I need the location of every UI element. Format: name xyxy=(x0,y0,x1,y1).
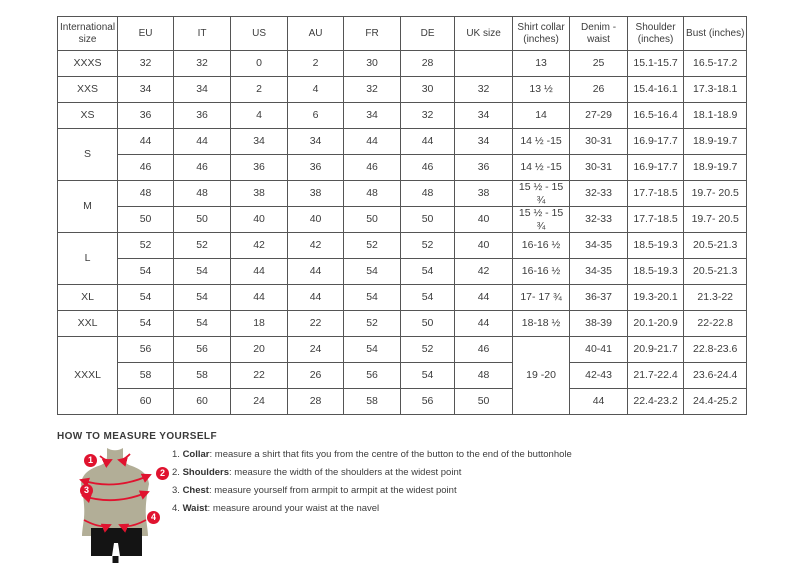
size-value-cell: 46 xyxy=(401,155,455,181)
table-row xyxy=(58,181,747,207)
column-header: Denim - waist xyxy=(570,17,628,51)
size-value-cell: 34 xyxy=(174,77,231,103)
size-value-cell: 34-35 xyxy=(570,233,628,259)
size-value-cell: 48 xyxy=(118,181,174,207)
size-value-cell: 18.9-19.7 xyxy=(684,129,747,155)
size-value-cell: 20.1-20.9 xyxy=(628,311,684,337)
size-value-cell: 22 xyxy=(231,363,288,389)
size-value-cell: 16-16 ½ xyxy=(513,259,570,285)
column-header: DE xyxy=(401,17,455,51)
step-term: Shoulders xyxy=(182,467,230,478)
size-value-cell: 2 xyxy=(231,77,288,103)
size-value-cell: 56 xyxy=(344,363,401,389)
size-value-cell: 52 xyxy=(344,311,401,337)
size-value-cell: 44 xyxy=(401,129,455,155)
measure-step xyxy=(172,482,572,500)
size-value-cell: 44 xyxy=(288,259,344,285)
size-value-cell: 18-18 ½ xyxy=(513,311,570,337)
size-value-cell: 15.4-16.1 xyxy=(628,77,684,103)
size-value-cell: 36-37 xyxy=(570,285,628,311)
size-value-cell: 15.1-15.7 xyxy=(628,51,684,77)
size-value-cell: 34 xyxy=(455,103,513,129)
size-value-cell: 18.9-19.7 xyxy=(684,155,747,181)
size-value-cell: 16.9-17.7 xyxy=(628,129,684,155)
size-value-cell: 20.9-21.7 xyxy=(628,337,684,363)
table-row xyxy=(58,77,747,103)
size-value-cell: 36 xyxy=(174,103,231,129)
size-value-cell: 54 xyxy=(118,259,174,285)
size-value-cell: 44 xyxy=(174,129,231,155)
size-value-cell: 40-41 xyxy=(570,337,628,363)
table-header-row xyxy=(58,17,747,51)
size-value-cell: 24.4-25.2 xyxy=(684,389,747,415)
measure-steps-list xyxy=(172,446,572,518)
size-value-cell: 50 xyxy=(401,311,455,337)
table-row xyxy=(58,207,747,233)
size-value-cell: 48 xyxy=(174,181,231,207)
size-value-cell: 46 xyxy=(344,155,401,181)
size-value-cell: 60 xyxy=(174,389,231,415)
table-row xyxy=(58,389,747,415)
size-value-cell: 38 xyxy=(288,181,344,207)
size-value-cell: 20 xyxy=(231,337,288,363)
size-value-cell: 6 xyxy=(288,103,344,129)
size-value-cell: 56 xyxy=(401,389,455,415)
size-value-cell: 32 xyxy=(401,103,455,129)
size-value-cell: 36 xyxy=(231,155,288,181)
table-row xyxy=(58,285,747,311)
size-value-cell: 44 xyxy=(344,129,401,155)
measure-step xyxy=(172,446,572,464)
size-value-cell: 26 xyxy=(570,77,628,103)
size-value-cell: 52 xyxy=(174,233,231,259)
size-value-cell: 58 xyxy=(118,363,174,389)
size-value-cell: 38 xyxy=(455,181,513,207)
measure-step xyxy=(172,464,572,482)
size-value-cell: 15 ½ - 15 ¾ xyxy=(513,181,570,207)
size-value-cell: 52 xyxy=(401,233,455,259)
size-value-cell: 25 xyxy=(570,51,628,77)
step-text: : measure a shirt that fits you from the centre of the button to the end of the buttonhole xyxy=(209,449,572,460)
size-value-cell: 20.5-21.3 xyxy=(684,259,747,285)
size-value-cell: 32 xyxy=(455,77,513,103)
column-header: Shoulder (inches) xyxy=(628,17,684,51)
size-value-cell: 22.4-23.2 xyxy=(628,389,684,415)
size-value-cell: 36 xyxy=(455,155,513,181)
size-value-cell: 36 xyxy=(118,103,174,129)
measure-step xyxy=(172,500,572,518)
step-number: 2. xyxy=(172,467,183,478)
size-value-cell: 44 xyxy=(455,285,513,311)
size-value-cell: 48 xyxy=(401,181,455,207)
size-value-cell: 60 xyxy=(118,389,174,415)
size-value-cell: 56 xyxy=(174,337,231,363)
size-value-cell: 36 xyxy=(288,155,344,181)
size-value-cell: 38-39 xyxy=(570,311,628,337)
size-value-cell: 52 xyxy=(401,337,455,363)
size-value-cell: 14 xyxy=(513,103,570,129)
size-value-cell: 16.5-17.2 xyxy=(684,51,747,77)
table-row xyxy=(58,233,747,259)
size-value-cell: 54 xyxy=(344,259,401,285)
size-value-cell: 44 xyxy=(231,259,288,285)
size-value-cell: 46 xyxy=(455,337,513,363)
size-value-cell: 34 xyxy=(231,129,288,155)
size-value-cell: 30-31 xyxy=(570,129,628,155)
size-value-cell: 19.7- 20.5 xyxy=(684,207,747,233)
size-label-cell: M xyxy=(58,181,118,233)
size-value-cell: 50 xyxy=(174,207,231,233)
size-value-cell: 48 xyxy=(455,363,513,389)
size-value-cell: 46 xyxy=(118,155,174,181)
column-header: EU xyxy=(118,17,174,51)
size-value-cell: 44 xyxy=(570,389,628,415)
shorts-shape xyxy=(91,528,142,556)
column-header: UK size xyxy=(455,17,513,51)
size-value-cell: 26 xyxy=(288,363,344,389)
size-value-cell: 54 xyxy=(174,285,231,311)
size-value-cell: 58 xyxy=(174,363,231,389)
size-value-cell: 34 xyxy=(455,129,513,155)
size-label-cell: S xyxy=(58,129,118,181)
table-row xyxy=(58,311,747,337)
size-value-cell: 17.3-18.1 xyxy=(684,77,747,103)
table-row xyxy=(58,259,747,285)
size-value-cell: 19 -20 xyxy=(513,337,570,415)
size-value-cell: 50 xyxy=(401,207,455,233)
size-value-cell: 28 xyxy=(288,389,344,415)
step-text: : measure the width of the shoulders at the widest point xyxy=(229,467,462,478)
size-value-cell: 40 xyxy=(231,207,288,233)
table-row xyxy=(58,103,747,129)
size-value-cell: 32-33 xyxy=(570,207,628,233)
size-chart-table xyxy=(57,16,747,415)
size-value-cell: 54 xyxy=(118,311,174,337)
size-value-cell: 40 xyxy=(455,233,513,259)
table-row xyxy=(58,155,747,181)
table-row xyxy=(58,129,747,155)
size-value-cell: 24 xyxy=(288,337,344,363)
size-value-cell: 42 xyxy=(231,233,288,259)
size-label-cell: XS xyxy=(58,103,118,129)
step-text: : measure yourself from armpit to armpit at the widest point xyxy=(208,485,457,496)
size-value-cell: 16-16 ½ xyxy=(513,233,570,259)
size-value-cell: 16.9-17.7 xyxy=(628,155,684,181)
size-value-cell: 22 xyxy=(288,311,344,337)
size-value-cell: 54 xyxy=(401,285,455,311)
size-value-cell: 32 xyxy=(118,51,174,77)
size-value-cell: 4 xyxy=(231,103,288,129)
size-value-cell: 2 xyxy=(288,51,344,77)
column-header: AU xyxy=(288,17,344,51)
size-value-cell: 14 ½ -15 xyxy=(513,155,570,181)
step-term: Chest xyxy=(182,485,209,496)
column-header: US xyxy=(231,17,288,51)
size-value-cell: 56 xyxy=(118,337,174,363)
size-value-cell: 34-35 xyxy=(570,259,628,285)
size-value-cell: 54 xyxy=(344,285,401,311)
size-value-cell: 44 xyxy=(455,311,513,337)
size-value-cell: 34 xyxy=(288,129,344,155)
size-value-cell: 13 xyxy=(513,51,570,77)
size-value-cell: 21.7-22.4 xyxy=(628,363,684,389)
size-value-cell: 18.5-19.3 xyxy=(628,233,684,259)
size-value-cell: 24 xyxy=(231,389,288,415)
column-header: Bust (inches) xyxy=(684,17,747,51)
size-value-cell: 14 ½ -15 xyxy=(513,129,570,155)
size-value-cell: 50 xyxy=(344,207,401,233)
size-value-cell: 30-31 xyxy=(570,155,628,181)
size-value-cell: 40 xyxy=(288,207,344,233)
size-label-cell: XL xyxy=(58,285,118,311)
size-value-cell: 54 xyxy=(344,337,401,363)
size-value-cell: 23.6-24.4 xyxy=(684,363,747,389)
size-value-cell: 18.1-18.9 xyxy=(684,103,747,129)
size-value-cell: 17.7-18.5 xyxy=(628,207,684,233)
size-value-cell: 17.7-18.5 xyxy=(628,181,684,207)
size-value-cell: 22.8-23.6 xyxy=(684,337,747,363)
size-value-cell: 18 xyxy=(231,311,288,337)
step-number: 3. xyxy=(172,485,183,496)
size-value-cell: 38 xyxy=(231,181,288,207)
size-value-cell: 42 xyxy=(288,233,344,259)
size-value-cell: 0 xyxy=(231,51,288,77)
measure-marker-3: 3 xyxy=(80,484,93,497)
column-header: International size xyxy=(58,17,118,51)
size-value-cell: 44 xyxy=(288,285,344,311)
size-value-cell: 32 xyxy=(174,51,231,77)
size-value-cell: 28 xyxy=(401,51,455,77)
size-value-cell: 44 xyxy=(231,285,288,311)
size-value-cell: 16.5-16.4 xyxy=(628,103,684,129)
table-row xyxy=(58,51,747,77)
step-text: : measure around your waist at the navel xyxy=(207,503,380,514)
size-value-cell: 44 xyxy=(118,129,174,155)
table-row xyxy=(58,337,747,363)
shorts-tab xyxy=(113,556,119,563)
size-value-cell: 40 xyxy=(455,207,513,233)
size-value-cell: 21.3-22 xyxy=(684,285,747,311)
size-value-cell: 50 xyxy=(118,207,174,233)
mannequin-figure xyxy=(76,444,176,566)
size-value-cell: 48 xyxy=(344,181,401,207)
size-value-cell: 27-29 xyxy=(570,103,628,129)
step-term: Collar xyxy=(182,449,210,460)
size-value-cell: 30 xyxy=(344,51,401,77)
step-number: 1. xyxy=(172,449,183,460)
size-label-cell: XXXL xyxy=(58,337,118,415)
measure-section-title: HOW TO MEASURE YOURSELF xyxy=(57,431,217,442)
size-value-cell: 32-33 xyxy=(570,181,628,207)
column-header: Shirt collar (inches) xyxy=(513,17,570,51)
size-value-cell: 42 xyxy=(455,259,513,285)
size-label-cell: XXXS xyxy=(58,51,118,77)
size-value-cell: 30 xyxy=(401,77,455,103)
column-header: IT xyxy=(174,17,231,51)
size-value-cell: 18.5-19.3 xyxy=(628,259,684,285)
size-value-cell: 50 xyxy=(455,389,513,415)
size-value-cell: 19.7- 20.5 xyxy=(684,181,747,207)
measure-marker-4: 4 xyxy=(147,511,160,524)
measure-marker-1: 1 xyxy=(84,454,97,467)
size-value-cell: 46 xyxy=(174,155,231,181)
size-value-cell: 58 xyxy=(344,389,401,415)
size-label-cell: XXS xyxy=(58,77,118,103)
size-value-cell: 34 xyxy=(118,77,174,103)
column-header: FR xyxy=(344,17,401,51)
size-value-cell: 4 xyxy=(288,77,344,103)
size-value-cell: 52 xyxy=(118,233,174,259)
size-value-cell: 54 xyxy=(118,285,174,311)
size-value-cell xyxy=(455,51,513,77)
size-value-cell: 15 ½ - 15 ¾ xyxy=(513,207,570,233)
size-value-cell: 54 xyxy=(174,259,231,285)
size-value-cell: 54 xyxy=(401,259,455,285)
size-value-cell: 52 xyxy=(344,233,401,259)
size-value-cell: 42-43 xyxy=(570,363,628,389)
size-value-cell: 20.5-21.3 xyxy=(684,233,747,259)
size-value-cell: 34 xyxy=(344,103,401,129)
size-value-cell: 54 xyxy=(174,311,231,337)
step-term: Waist xyxy=(182,503,208,514)
size-value-cell: 19.3-20.1 xyxy=(628,285,684,311)
measure-marker-2: 2 xyxy=(156,467,169,480)
size-value-cell: 32 xyxy=(344,77,401,103)
size-label-cell: XXL xyxy=(58,311,118,337)
step-number: 4. xyxy=(172,503,183,514)
size-value-cell: 22-22.8 xyxy=(684,311,747,337)
size-value-cell: 17- 17 ¾ xyxy=(513,285,570,311)
size-value-cell: 54 xyxy=(401,363,455,389)
size-value-cell: 13 ½ xyxy=(513,77,570,103)
size-label-cell: L xyxy=(58,233,118,285)
table-row xyxy=(58,363,747,389)
